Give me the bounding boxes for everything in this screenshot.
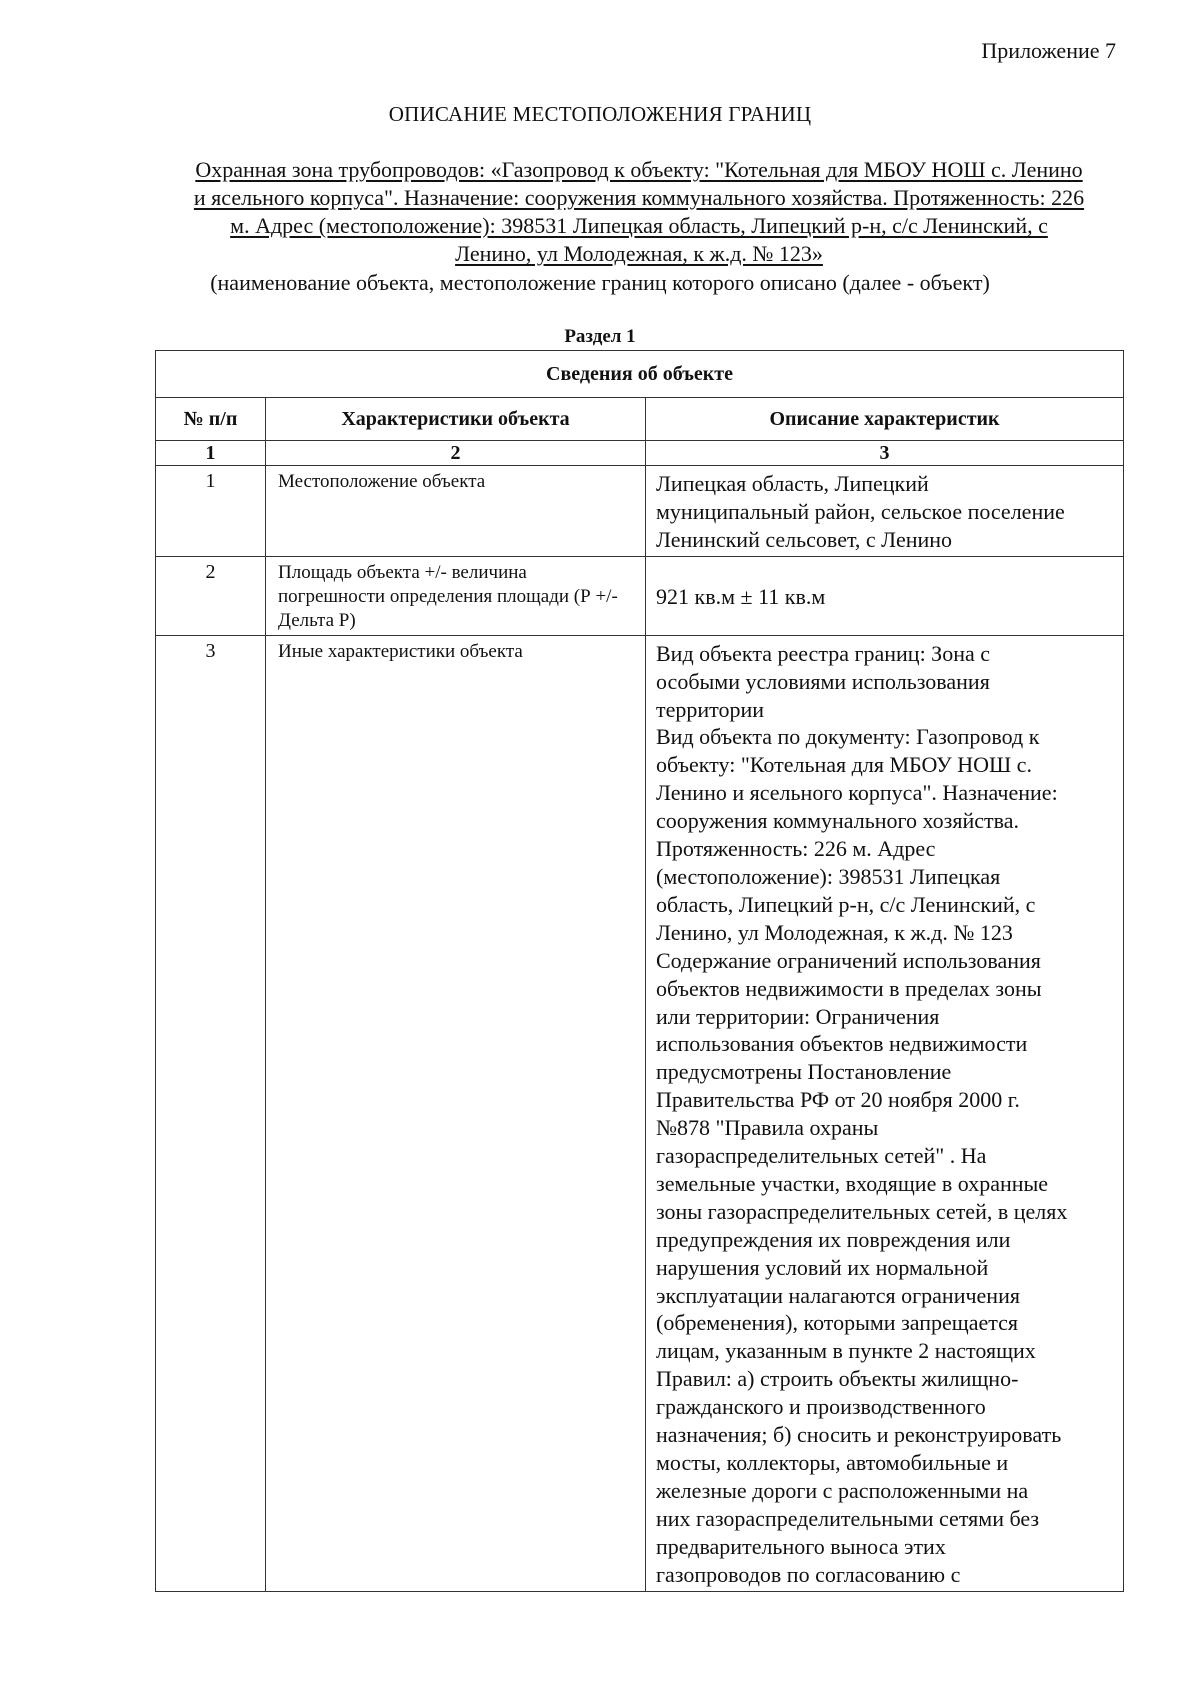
column-number: 1 [156, 441, 266, 466]
table-row [156, 556, 1124, 635]
description-line: объекту: "Котельная для МБОУ НОШ с. [656, 752, 1032, 778]
description-line: территории [656, 696, 765, 722]
row-description [646, 556, 1124, 635]
table-caption: Сведения об объекте [156, 351, 1124, 398]
description-line: мосты, коллекторы, автомобильные и [656, 1450, 1009, 1475]
object-name-line: Охранная зона трубопроводов: «Газопровод к объекту: "Котельная для МБОУ НОШ с. Ленино [195, 157, 1083, 182]
description-line: железные дороги с расположенными на [656, 1477, 1029, 1503]
row-number: 3 [156, 635, 266, 1591]
description-line: Ленинский сельсовет, с Ленино [656, 526, 953, 552]
description-line: нарушения условий их нормальной [656, 1254, 989, 1280]
object-name-line: Ленино, ул Молодежная, к ж.д. № 123» [455, 241, 823, 266]
description-line: (обременения), которыми запрещается [656, 1310, 1019, 1336]
description-line: (местоположение): 398531 Липецкая [656, 863, 1001, 889]
document-title: ОПИСАНИЕ МЕСТОПОЛОЖЕНИЯ ГРАНИЦ [388, 102, 812, 126]
description-line: Правительства РФ от 20 ноября 2000 г. [656, 1087, 1020, 1113]
description-line: или территории: Ограничения [656, 1003, 940, 1029]
section-label: Раздел 1 [564, 326, 636, 347]
description-line: Ленино и ясельного корпуса". Назначение: [656, 780, 1058, 806]
description-line: газопроводов по согласованию с [656, 1561, 961, 1587]
column-header-description: Описание характеристик [646, 398, 1124, 441]
table-row [156, 635, 1124, 1591]
description-line: особыми условиями использования [656, 668, 990, 694]
description-line: земельные участки, входящие в охранные [656, 1170, 1049, 1196]
column-number: 3 [646, 441, 1124, 466]
table-caption-row [156, 351, 1124, 398]
description-line: предусмотрены Постановление [656, 1059, 952, 1085]
description-line: 921 кв.м ± 11 кв.м [656, 583, 826, 609]
appendix-label: Приложение 7 [981, 38, 1116, 63]
object-name-line: м. Адрес (местоположение): 398531 Липецкая область, Липецкий р-н, с/с Ленинский, с [230, 213, 1048, 238]
description-line: №878 "Правила охраны [656, 1115, 879, 1141]
object-name-line: и ясельного корпуса". Назначение: сооружения коммунального хозяйства. Протяженность: 226 [193, 185, 1085, 210]
column-header-number: № п/п [156, 398, 266, 441]
column-header-characteristic: Характеристики объекта [266, 398, 646, 441]
description-line: лицам, указанным в пункте 2 настоящих [656, 1338, 1036, 1364]
description-line: них газораспределительными сетями без [656, 1505, 1040, 1531]
description-line: эксплуатации налагаются ограничения [656, 1282, 1020, 1308]
row-characteristic: Площадь объекта +/- величина погрешности определения площади (Р +/- Дельта Р) [266, 556, 646, 635]
table-header-row [156, 398, 1124, 441]
object-info-table [155, 350, 1124, 1592]
column-number-row [156, 441, 1124, 466]
description-line: газораспределительных сетей" . На [656, 1143, 987, 1169]
description-line: назначения; б) сносить и реконструировать [656, 1422, 1062, 1448]
row-characteristic: Иные характеристики объекта [266, 635, 646, 1591]
row-number: 1 [156, 466, 266, 557]
object-name-caption: (наименование объекта, местоположение границ которого описано (далее - объект) [210, 270, 990, 295]
description-line: Вид объекта реестра границ: Зона с [656, 640, 991, 666]
description-line: предварительного выноса этих [656, 1533, 946, 1559]
description-line: Содержание ограничений использования [656, 947, 1041, 973]
description-line: Правил: а) строить объекты жилищно- [656, 1366, 1019, 1392]
description-line: сооружения коммунального хозяйства. [656, 808, 1019, 834]
description-line: муниципальный район, сельское поселение [656, 498, 1065, 524]
description-line: объектов недвижимости в пределах зоны [656, 975, 1042, 1001]
row-description [646, 466, 1124, 557]
description-line: Протяженность: 226 м. Адрес [656, 836, 936, 862]
description-line: зоны газораспределительных сетей, в целях [656, 1198, 1068, 1224]
description-line: гражданского и производственного [656, 1394, 986, 1420]
row-number: 2 [156, 556, 266, 635]
row-description [646, 635, 1124, 1591]
description-line: Ленино, ул Молодежная, к ж.д. № 123 [656, 919, 1013, 945]
description-line: Липецкая область, Липецкий [656, 471, 929, 496]
description-line: использования объектов недвижимости [656, 1031, 1028, 1057]
column-number: 2 [266, 441, 646, 466]
description-line: предупреждения их повреждения или [656, 1226, 1011, 1252]
description-line: область, Липецкий р-н, с/с Ленинский, с [656, 891, 1036, 917]
description-line: Вид объекта по документу: Газопровод к [656, 724, 1040, 750]
table-row [156, 466, 1124, 557]
object-name [140, 156, 1138, 268]
row-characteristic: Местоположение объекта [266, 466, 646, 557]
